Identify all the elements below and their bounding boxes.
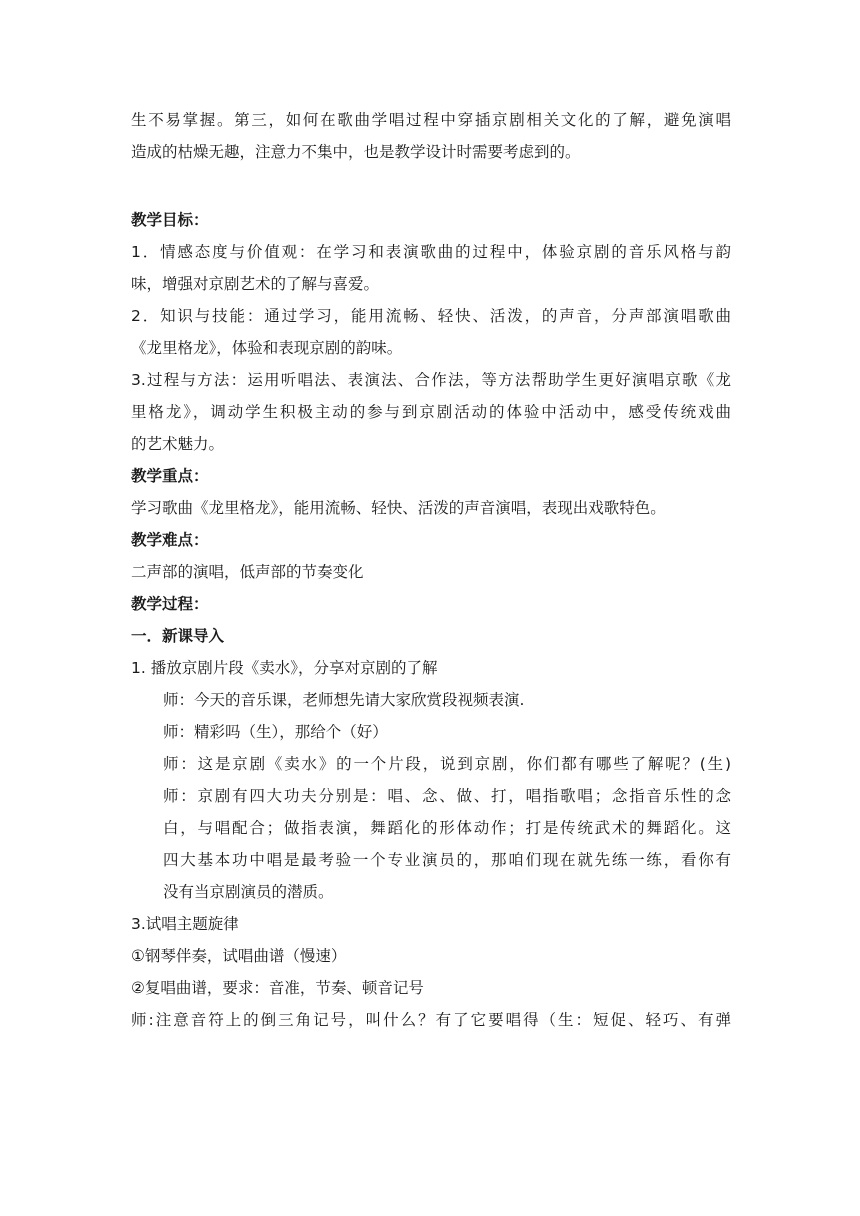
objective-item-3-end: 的艺术魅力。	[131, 435, 225, 453]
subsection-heading-intro: 一．新课导入	[131, 627, 225, 645]
paragraph-line: 生不易掌握。第三，如何在歌曲学唱过程中穿插京剧相关文化的了解，避免演唱	[131, 111, 731, 129]
difficulties-text: 二声部的演唱，低声部的节奏变化	[131, 563, 364, 581]
objective-item-2-cont: 《龙里格龙》，体验和表现京剧的韵味。	[131, 339, 403, 357]
paragraph-line: 造成的枯燥无趣，注意力不集中，也是教学设计时需要考虑到的。	[131, 143, 581, 161]
section-heading-key-points: 教学重点：	[131, 467, 209, 485]
step-3-item-2: ②复唱曲谱，要求：音准，节奏、顿音记号	[131, 979, 424, 997]
dialogue-line: 师:注意音符上的倒三角记号，叫什么？有了它要唱得（生：短促、轻巧、有弹	[131, 1011, 731, 1029]
dialogue-line: 师：这是京剧《卖水》的一个片段，说到京剧，你们都有哪些了解呢？(生)	[163, 755, 731, 773]
dialogue-line: 白，与唱配合；做指表演，舞蹈化的形体动作；打是传统武术的舞蹈化。这	[163, 819, 731, 837]
objective-item-2: 2．知识与技能：通过学习，能用流畅、轻快、活泼，的声音，分声部演唱歌曲	[131, 307, 731, 325]
dialogue-line: 师：精彩吗（生），那给个（好）	[163, 723, 388, 741]
step-3: 3.试唱主题旋律	[131, 915, 239, 933]
step-3-item-1: ①钢琴伴奏，试唱曲谱（慢速）	[131, 947, 347, 965]
dialogue-line: 四大基本功中唱是最考验一个专业演员的，那咱们现在就先练一练，看你有	[163, 851, 731, 869]
blank-line	[131, 168, 731, 204]
dialogue-line: 师：京剧有四大功夫分别是：唱、念、做、打，唱指歌唱；念指音乐性的念	[163, 787, 731, 805]
objective-item-1-cont: 味，增强对京剧艺术的了解与喜爱。	[131, 275, 380, 293]
document-body	[131, 104, 731, 1036]
dialogue-line: 没有当京剧演员的潜质。	[163, 883, 334, 901]
objective-item-3: 3.过程与方法：运用听唱法、表演法、合作法，等方法帮助学生更好演唱京歌《龙	[131, 371, 731, 389]
key-points-text: 学习歌曲《龙里格龙》，能用流畅、轻快、活泼的声音演唱，表现出戏歌特色。	[131, 499, 666, 517]
step-1: 1. 播放京剧片段《卖水》，分享对京剧的了解	[131, 659, 438, 677]
section-heading-objectives: 教学目标：	[131, 211, 209, 229]
objective-item-1: 1．情感态度与价值观：在学习和表演歌曲的过程中，体验京剧的音乐风格与韵	[131, 243, 731, 261]
section-heading-process: 教学过程：	[131, 595, 209, 613]
dialogue-line: 师：今天的音乐课，老师想先请大家欣赏段视频表演.	[163, 691, 525, 709]
section-heading-difficulties: 教学难点：	[131, 531, 209, 549]
objective-item-3-cont: 里格龙》，调动学生积极主动的参与到京剧活动的体验中活动中，感受传统戏曲	[131, 403, 731, 421]
